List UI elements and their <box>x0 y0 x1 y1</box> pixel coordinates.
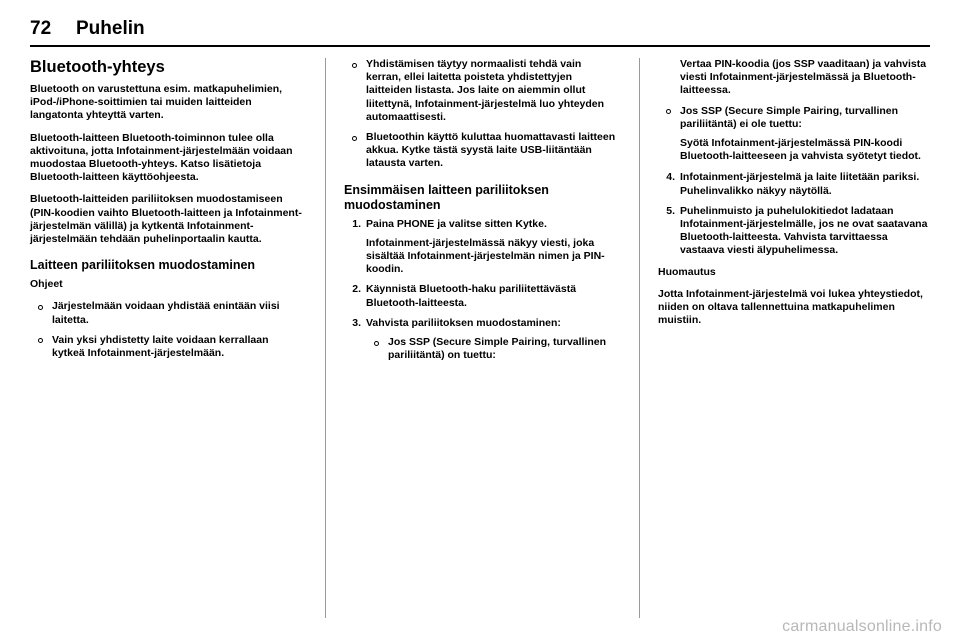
step-text: Käynnistä Bluetooth-haku pariliitettävästä Bluetooth-laitteesta. <box>366 283 577 309</box>
paragraph-bluetooth-activation: Bluetooth-laitteen Bluetooth-toiminnon tulee olla aktivoituna, jotta Infotainment-järjestelmään voidaan muodostaa Bluetooth-yhteys. Katso lisätietoja Bluetooth-laitteen käyttöohjeesta. <box>30 131 293 184</box>
list-item: Järjestelmään voidaan yhdistää enintään viisi laitetta. <box>30 300 302 326</box>
paragraph-ssp-supported-detail: Vertaa PIN-koodia (jos SSP vaaditaan) ja vahvista viesti Infotainment-järjestelmässä ja Bluetooth-laitteessa. <box>680 58 927 97</box>
note-text: Jotta Infotainment-järjestelmä voi lukea yhteystiedot, niiden on oltava tallennettuina matkapuhelimen muistiin. <box>658 287 923 327</box>
list-item <box>658 205 930 258</box>
ssp-not-supported-list <box>658 105 930 164</box>
pairing-steps-list <box>344 218 616 363</box>
column-1 <box>30 58 302 618</box>
step3-options-list <box>366 336 616 362</box>
column-3 <box>658 58 930 618</box>
step-text: Puhelinmuisto ja puhelulokitiedot ladataan Infotainment-järjestelmälle, jos ne ovat saatavana Bluetooth-laitteesta. Vahvista tarvittaessa vastaava viesti älypuhelimessa. <box>680 204 928 257</box>
note-label: Huomautus <box>658 265 716 278</box>
list-item-subtext: Syötä Infotainment-järjestelmässä PIN-koodi Bluetooth-laitteeseen ja vahvista syötetyt tiedot. <box>680 137 921 163</box>
paragraph-bluetooth-pairing-portal: Bluetooth-laitteiden pariliitoksen muodostamiseen (PIN-koodien vaihto Bluetooth-laitteen ja Infotainment-järjestelmän välillä) ja kytkentä Infotainment-järjestelmään tehdään puhelinportaalin kautta. <box>30 193 302 246</box>
step-text: Infotainment-järjestelmä ja laite liitetään pariksi. Puhelinvalikko näkyy näytöllä. <box>680 171 920 197</box>
column-divider-1 <box>325 58 326 618</box>
subsection-title-first-pairing: Ensimmäisen laitteen pariliitoksen muodostaminen <box>344 182 549 212</box>
column-2 <box>344 58 616 618</box>
watermark: carmanualsonline.info <box>782 618 942 635</box>
list-item <box>658 171 930 197</box>
step-number: 2. <box>352 283 361 296</box>
step-text: Vahvista pariliitoksen muodostaminen: <box>366 316 561 329</box>
step-text: Paina PHONE ja valitse sitten Kytke. <box>366 217 547 230</box>
step-subtext: Infotainment-järjestelmässä näkyy viesti, joka sisältää Infotainment-järjestelmän nimen ja PIN-koodin. <box>366 236 605 276</box>
paragraph-bluetooth-intro: Bluetooth on varustettuna esim. matkapuhelimien, iPod-/iPhone-soittimien tai muiden laitteiden langatonta yhteyttä varten. <box>30 83 283 122</box>
subsection-title-pairing: Laitteen pariliitoksen muodostaminen <box>30 258 256 273</box>
chapter-title: Puhelin <box>76 18 145 39</box>
header-divider <box>30 45 930 47</box>
step-number: 3. <box>352 316 361 329</box>
notes-list <box>30 300 302 360</box>
page-number: 72 <box>30 18 52 39</box>
pairing-steps-continued <box>658 171 930 257</box>
section-title-bluetooth: Bluetooth-yhteys <box>30 58 165 76</box>
notes-list-continued <box>344 58 616 171</box>
list-item: Vain yksi yhdistetty laite voidaan kerrallaan kytkeä Infotainment-järjestelmään. <box>30 334 302 360</box>
list-item: Jos SSP (Secure Simple Pairing, turvallinen pariliitäntä) on tuettu: <box>366 336 616 362</box>
column-divider-2 <box>639 58 640 618</box>
list-item <box>658 105 930 164</box>
content-columns <box>30 58 930 618</box>
list-item: Bluetoothin käyttö kuluttaa huomattavasti laitteen akkua. Kytke tästä syystä laite USB-liitäntään latausta varten. <box>344 131 616 171</box>
list-item: Yhdistämisen täytyy normaalisti tehdä vain kerran, ellei laitetta poisteta yhdistettyjen laitteiden listasta. Jos laite on aiemmin ollut liitettynä, Infotainment-järjestelmä luo yhteyden automaattisesti. <box>344 58 616 124</box>
step-number: 4. <box>666 171 675 184</box>
page-header <box>30 18 930 40</box>
list-item <box>344 283 616 309</box>
list-item <box>344 218 616 277</box>
list-item <box>344 317 616 363</box>
step-number: 5. <box>666 204 675 217</box>
list-item-label: Jos SSP (Secure Simple Pairing, turvallinen pariliitäntä) ei ole tuettu: <box>680 104 899 130</box>
notes-label: Ohjeet <box>30 278 63 291</box>
step-number: 1. <box>352 217 361 230</box>
